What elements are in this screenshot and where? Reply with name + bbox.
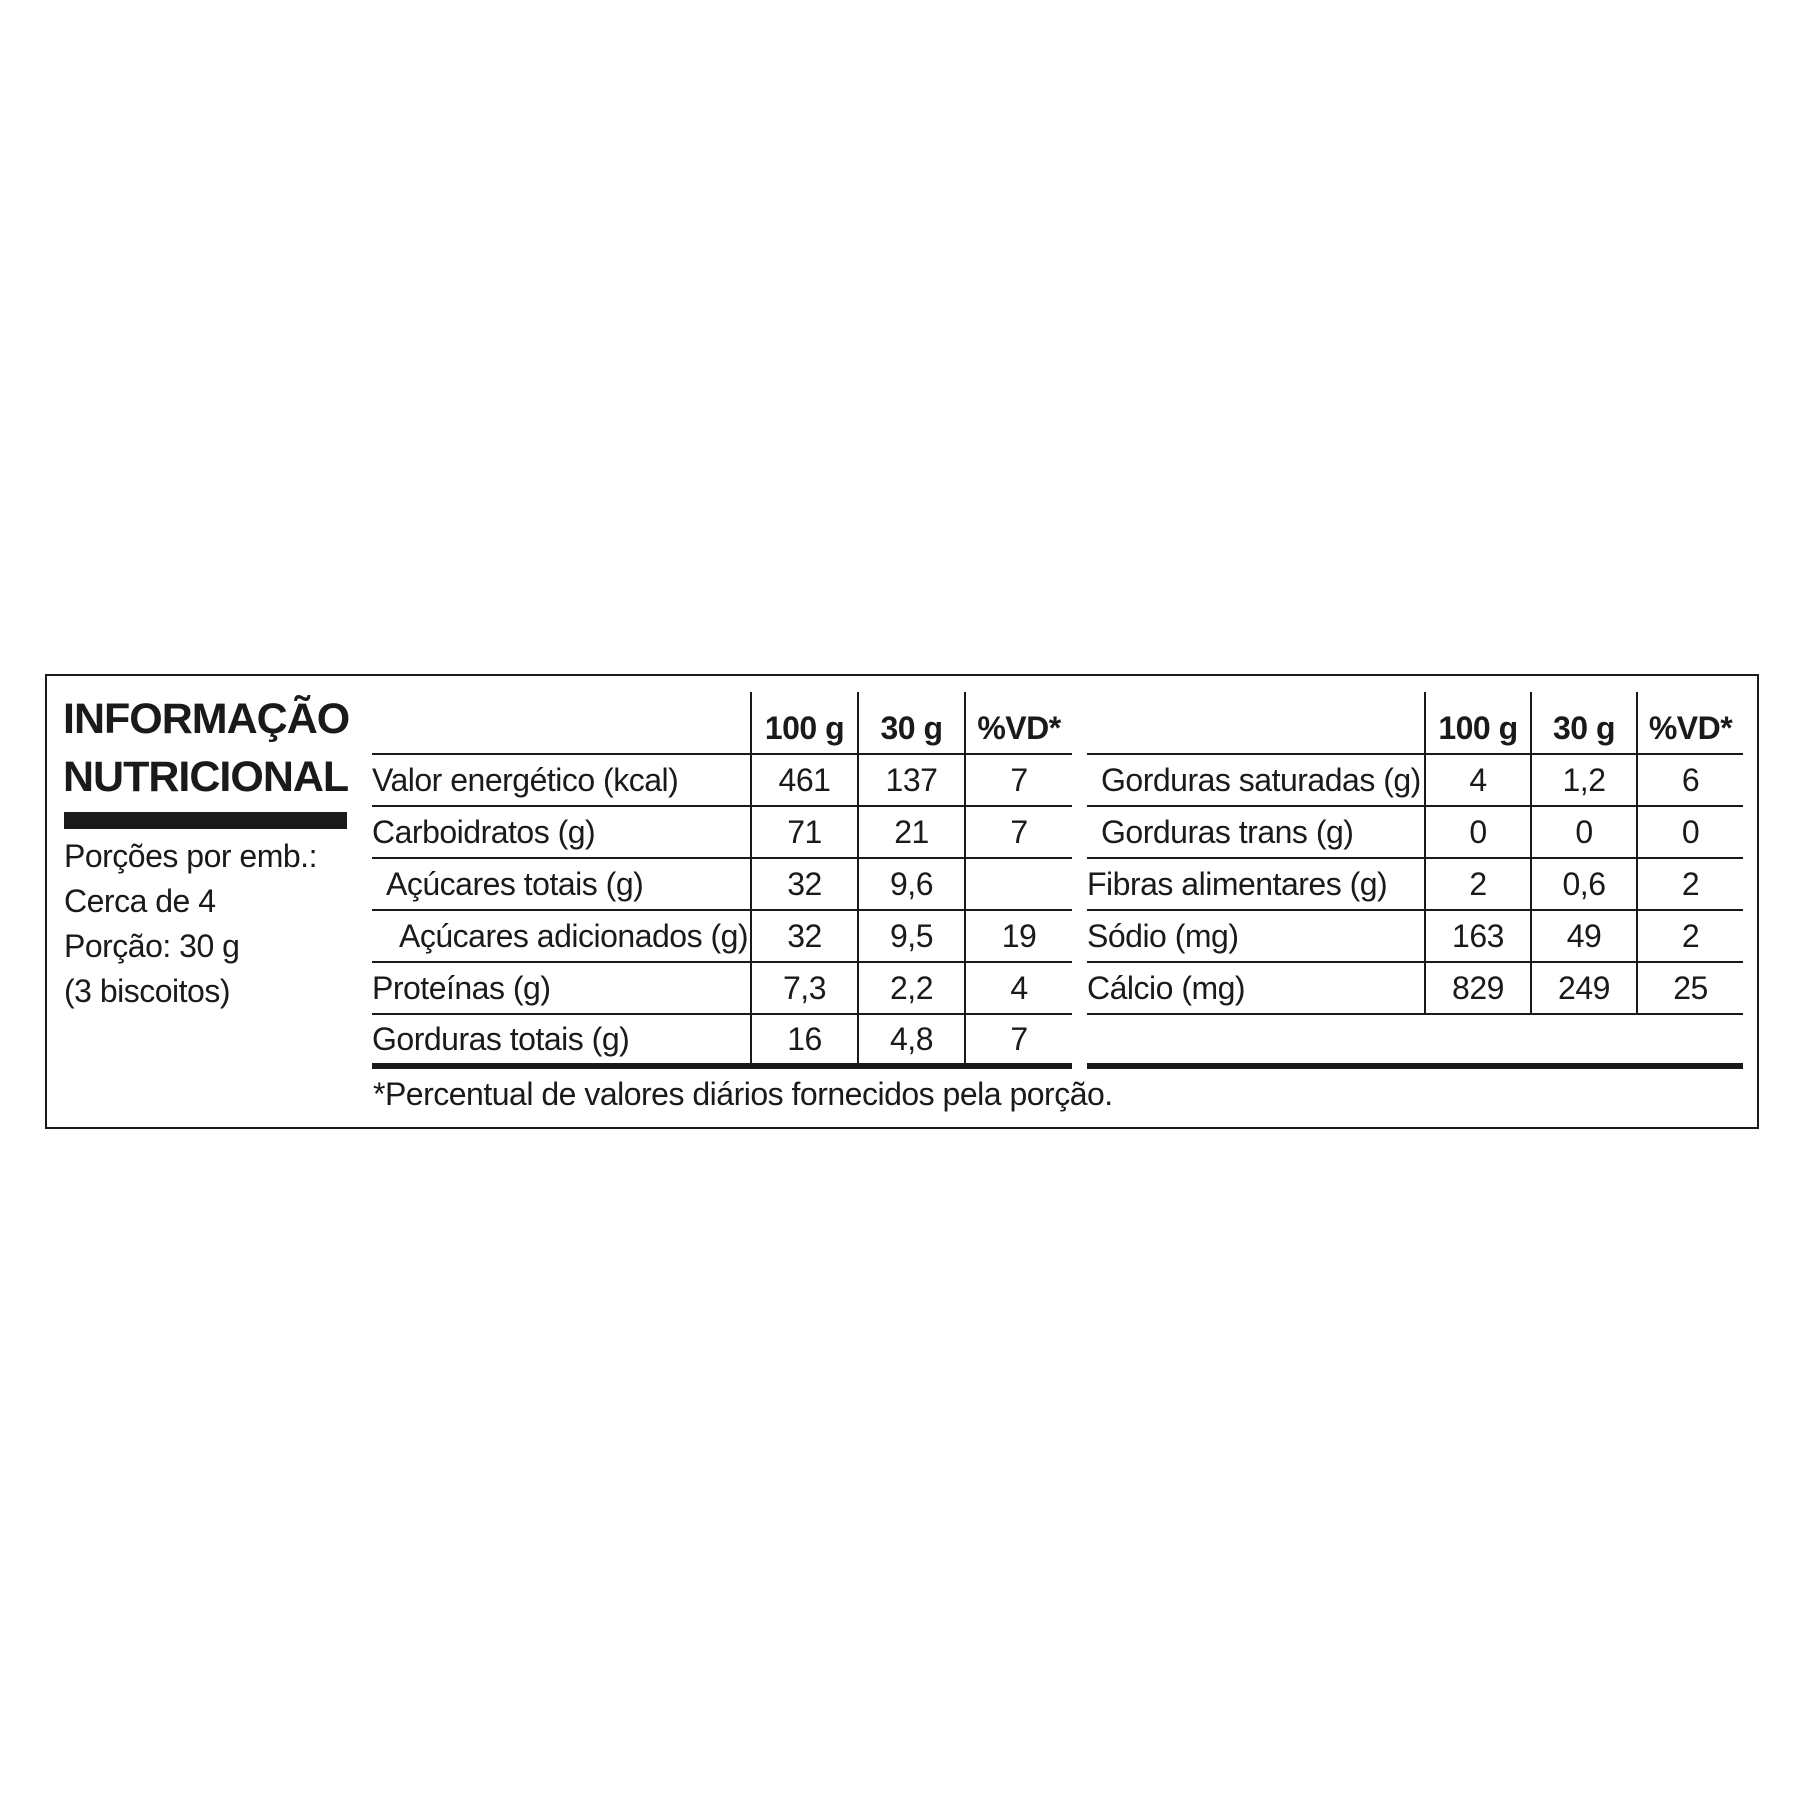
value-daily-percent: 19 <box>965 910 1072 962</box>
value-per-serving: 1,2 <box>1531 754 1637 806</box>
servings-per-package-value: Cerca de 4 <box>64 883 216 919</box>
value-per-serving: 0,6 <box>1531 858 1637 910</box>
value-per-100g: 163 <box>1425 910 1531 962</box>
header-per-100g: 100 g <box>751 692 858 754</box>
table-row <box>372 910 1072 962</box>
nutrient-name: Açúcares adicionados (g) <box>372 910 751 962</box>
value-per-100g: 4 <box>1425 754 1531 806</box>
value-per-100g: 32 <box>751 910 858 962</box>
table-row <box>1087 858 1743 910</box>
nutrient-name: Proteínas (g) <box>372 962 751 1014</box>
title-line-2: NUTRICIONAL <box>63 753 349 801</box>
title-line-1: INFORMAÇÃO <box>63 695 350 743</box>
empty-cell <box>1531 1014 1637 1066</box>
value-per-100g: 7,3 <box>751 962 858 1014</box>
table-row-empty <box>1087 1014 1743 1066</box>
table-row <box>1087 910 1743 962</box>
value-per-serving: 2,2 <box>858 962 965 1014</box>
value-per-100g: 16 <box>751 1014 858 1066</box>
value-per-serving: 9,6 <box>858 858 965 910</box>
nutrient-name: Valor energético (kcal) <box>372 754 751 806</box>
value-per-serving: 4,8 <box>858 1014 965 1066</box>
header-per-serving: 30 g <box>1531 692 1637 754</box>
value-per-100g: 71 <box>751 806 858 858</box>
header-nutrient <box>372 692 751 754</box>
table-header-row <box>372 692 1072 754</box>
servings-per-package-label: Porções por emb.: <box>64 838 317 874</box>
table-row <box>1087 754 1743 806</box>
value-per-100g: 0 <box>1425 806 1531 858</box>
table-header-row <box>1087 692 1743 754</box>
daily-value-footnote: *Percentual de valores diários fornecidos pela porção. <box>373 1076 1113 1112</box>
empty-cell <box>1087 1014 1425 1066</box>
nutrient-name: Gorduras trans (g) <box>1087 806 1425 858</box>
value-per-serving: 137 <box>858 754 965 806</box>
value-per-serving: 9,5 <box>858 910 965 962</box>
nutrient-name: Fibras alimentares (g) <box>1087 858 1425 910</box>
nutrient-name: Sódio (mg) <box>1087 910 1425 962</box>
table-row <box>372 806 1072 858</box>
value-per-serving: 49 <box>1531 910 1637 962</box>
value-daily-percent: 7 <box>965 806 1072 858</box>
nutrition-table-left <box>372 692 1072 1069</box>
title-divider-bar <box>64 812 347 829</box>
value-daily-percent: 7 <box>965 754 1072 806</box>
value-daily-percent: 0 <box>1637 806 1743 858</box>
header-per-serving: 30 g <box>858 692 965 754</box>
value-per-serving: 0 <box>1531 806 1637 858</box>
nutrient-name: Carboidratos (g) <box>372 806 751 858</box>
serving-info <box>64 834 354 1014</box>
value-daily-percent: 7 <box>965 1014 1072 1066</box>
table-row <box>1087 806 1743 858</box>
nutrient-name: Açúcares totais (g) <box>372 858 751 910</box>
value-daily-percent: 2 <box>1637 910 1743 962</box>
value-daily-percent: 2 <box>1637 858 1743 910</box>
value-per-serving: 249 <box>1531 962 1637 1014</box>
header-nutrient <box>1087 692 1425 754</box>
header-daily-value: %VD* <box>965 692 1072 754</box>
value-per-100g: 32 <box>751 858 858 910</box>
value-per-serving: 21 <box>858 806 965 858</box>
table-row <box>372 754 1072 806</box>
value-daily-percent: 25 <box>1637 962 1743 1014</box>
value-daily-percent: 4 <box>965 962 1072 1014</box>
header-daily-value: %VD* <box>1637 692 1743 754</box>
serving-size-description: (3 biscoitos) <box>64 973 230 1009</box>
table-row <box>372 858 1072 910</box>
empty-cell <box>1637 1014 1743 1066</box>
value-per-100g: 461 <box>751 754 858 806</box>
nutrient-name: Cálcio (mg) <box>1087 962 1425 1014</box>
nutrient-name: Gorduras saturadas (g) <box>1087 754 1425 806</box>
nutrition-table-right <box>1087 692 1743 1069</box>
empty-cell <box>1425 1014 1531 1066</box>
value-per-100g: 829 <box>1425 962 1531 1014</box>
value-daily-percent: 6 <box>1637 754 1743 806</box>
nutrient-name: Gorduras totais (g) <box>372 1014 751 1066</box>
value-daily-percent <box>965 858 1072 910</box>
table-row <box>372 962 1072 1014</box>
serving-size: Porção: 30 g <box>64 928 240 964</box>
table-row <box>372 1014 1072 1066</box>
table-row <box>1087 962 1743 1014</box>
header-per-100g: 100 g <box>1425 692 1531 754</box>
value-per-100g: 2 <box>1425 858 1531 910</box>
nutrition-title <box>63 690 363 806</box>
nutrition-facts-panel <box>45 674 1759 1129</box>
